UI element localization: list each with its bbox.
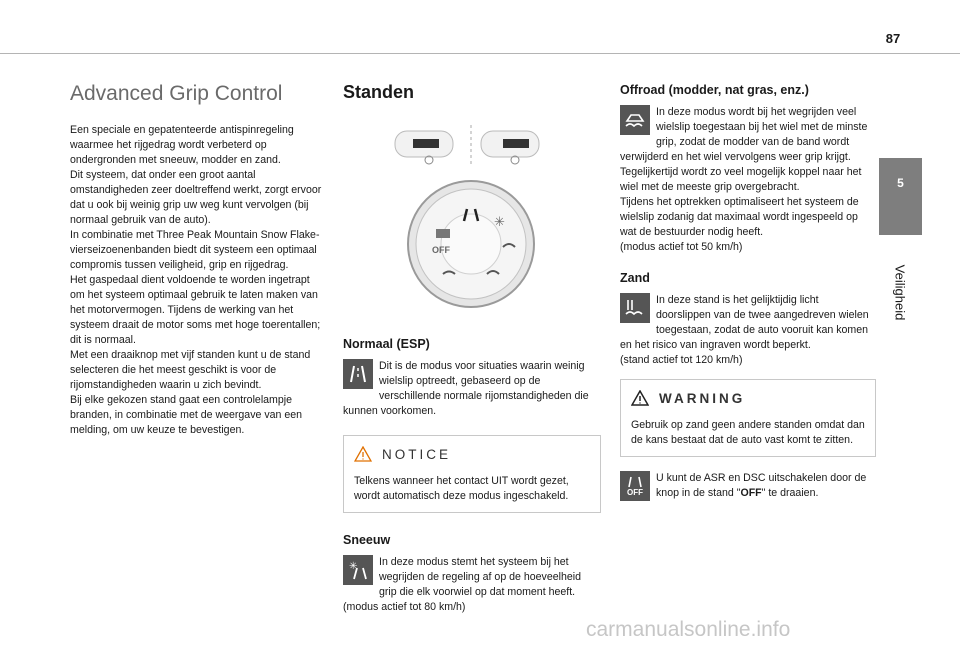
- mode-selector-dial: [408, 181, 534, 307]
- notice-title: NOTICE: [382, 446, 452, 462]
- off-mode-label: OFF: [432, 245, 450, 255]
- off-note-block: [620, 471, 876, 501]
- offroad-heading: Offroad (modder, nat gras, enz.): [620, 83, 809, 97]
- normaal-block: [343, 359, 601, 419]
- offroad-text: In deze modus wordt bij het wegrijden veel wielslip toegestaan bij het wiel met de minste grip, zodat de modder van de band wordt verwijderd en het wiel vervolgens weer grip krijgt. Tegelijkertijd wordt zo veel mogelijk koppel naar het wiel met de meeste grip overgebracht. Tijdens het optrekken optimaliseert het systeem de wielslip zodanig dat maximaal wordt ingespeeld op wat de bestuurder nodig heeft. (modus actief tot 50 km/h): [620, 106, 868, 253]
- chapter-number: 5: [897, 176, 904, 190]
- notice-text: Telkens wanneer het contact UIT wordt gezet, wordt automatisch deze modus ingeschakeld.: [354, 475, 569, 502]
- watermark: carmanualsonline.info: [586, 618, 791, 641]
- warning-text: Gebruik op zand geen andere standen omdat dan de kans bestaat dat de auto vast komt te zitten.: [631, 419, 865, 446]
- notice-icon: [354, 446, 372, 462]
- zand-heading: Zand: [620, 271, 650, 285]
- dial-illustration: [343, 117, 601, 317]
- section-title: Advanced Grip Control: [70, 82, 283, 105]
- warning-box: [620, 379, 876, 457]
- asr-off-icon-badge: [620, 471, 650, 501]
- off-note-text-before: U kunt de ASR en DSC uitschakelen door de knop in de stand ": [656, 472, 867, 499]
- sneeuw-block: [343, 555, 601, 615]
- header-rule: [0, 53, 960, 54]
- asr-off-icon-text: OFF: [627, 487, 643, 497]
- steering-right-icon: [481, 131, 539, 164]
- intro-paragraph: Een speciale en gepatenteerde antispinregeling waarmee het rijgedrag wordt verbeterd op ondergronden met sneeuw, modder en zand. Dit systeem, dat onder een groot aantal omstandigheden zeer doeltreffend werkt, zorgt ervoor dat u ook bij weinig grip uw weg kunt vervolgen (bij normaal gebruik van de auto). In combinatie met Three Peak Mountain Snow Flake-vierseizoenenbanden biedt dit systeem een optimaal compromis tussen veiligheid, grip en rijgedrag. Het gaspedaal dient voldoende te worden ingetrapt om het systeem optimaal gebruik te laten maken van het motorvermogen. Tijdens de werking van het systeem draait de motor soms met hoge toerentallen; dit is normaal. Met een draaiknop met vijf standen kunt u de stand selecteren die het meest geschikt is voor de rijomstandigheden waarin u zich bevindt. Bij elke gekozen stand gaat een controlelampje branden, in combinatie met de weergave van een melding, om uw keuze te bevestigen.: [70, 124, 322, 436]
- off-note-text-bold: OFF: [740, 487, 762, 499]
- normaal-heading: Normaal (ESP): [343, 337, 430, 351]
- chapter-tab[interactable]: [879, 158, 922, 235]
- dial-svg: [343, 117, 601, 317]
- sand-mode-icon-badge: [620, 293, 650, 323]
- normaal-text: Dit is de modus voor situaties waarin weinig wielslip optreedt, gebaseerd op de verschillende normale rijomstandigheden die kunnen voorkomen.: [343, 360, 589, 417]
- zand-text: In deze stand is het gelijktijdig licht doorslippen van de twee aangedreven wielen toegestaan, zodat de auto vooruit kan komen en het risico van ingraven wordt beperkt. (stand actief tot 120 km/h): [620, 294, 869, 366]
- offroad-block: [620, 105, 876, 255]
- modes-title: Standen: [343, 82, 415, 102]
- sneeuw-heading: Sneeuw: [343, 533, 391, 547]
- page-number: 87: [885, 31, 901, 46]
- sneeuw-text: In deze modus stemt het systeem bij het wegrijden de regeling af op de hoeveelheid grip die elk voorwiel op dat moment heeft. (modus actief tot 80 km/h): [343, 556, 582, 613]
- offroad-mode-icon-badge: [620, 105, 650, 135]
- modes-column-right: [620, 82, 876, 503]
- normal-mode-icon-badge: [343, 359, 373, 389]
- modes-column: [343, 82, 601, 615]
- off-note-text: [620, 471, 876, 501]
- off-note-text-after: " te draaien.: [761, 487, 819, 499]
- snow-mode-icon: ✳: [494, 214, 505, 229]
- off-mode-car-icon: [436, 229, 450, 238]
- zand-block: [620, 293, 876, 368]
- snow-mode-icon-badge: [343, 555, 373, 585]
- warning-icon: [631, 390, 649, 406]
- chapter-label-text: Veiligheid: [892, 264, 908, 321]
- steering-left-icon: [395, 131, 453, 164]
- intro-column: [70, 82, 325, 438]
- warning-title: WARNING: [659, 390, 746, 406]
- svg-text:✳: ✳: [349, 561, 358, 572]
- notice-box: [343, 435, 601, 513]
- chapter-label: [888, 245, 908, 345]
